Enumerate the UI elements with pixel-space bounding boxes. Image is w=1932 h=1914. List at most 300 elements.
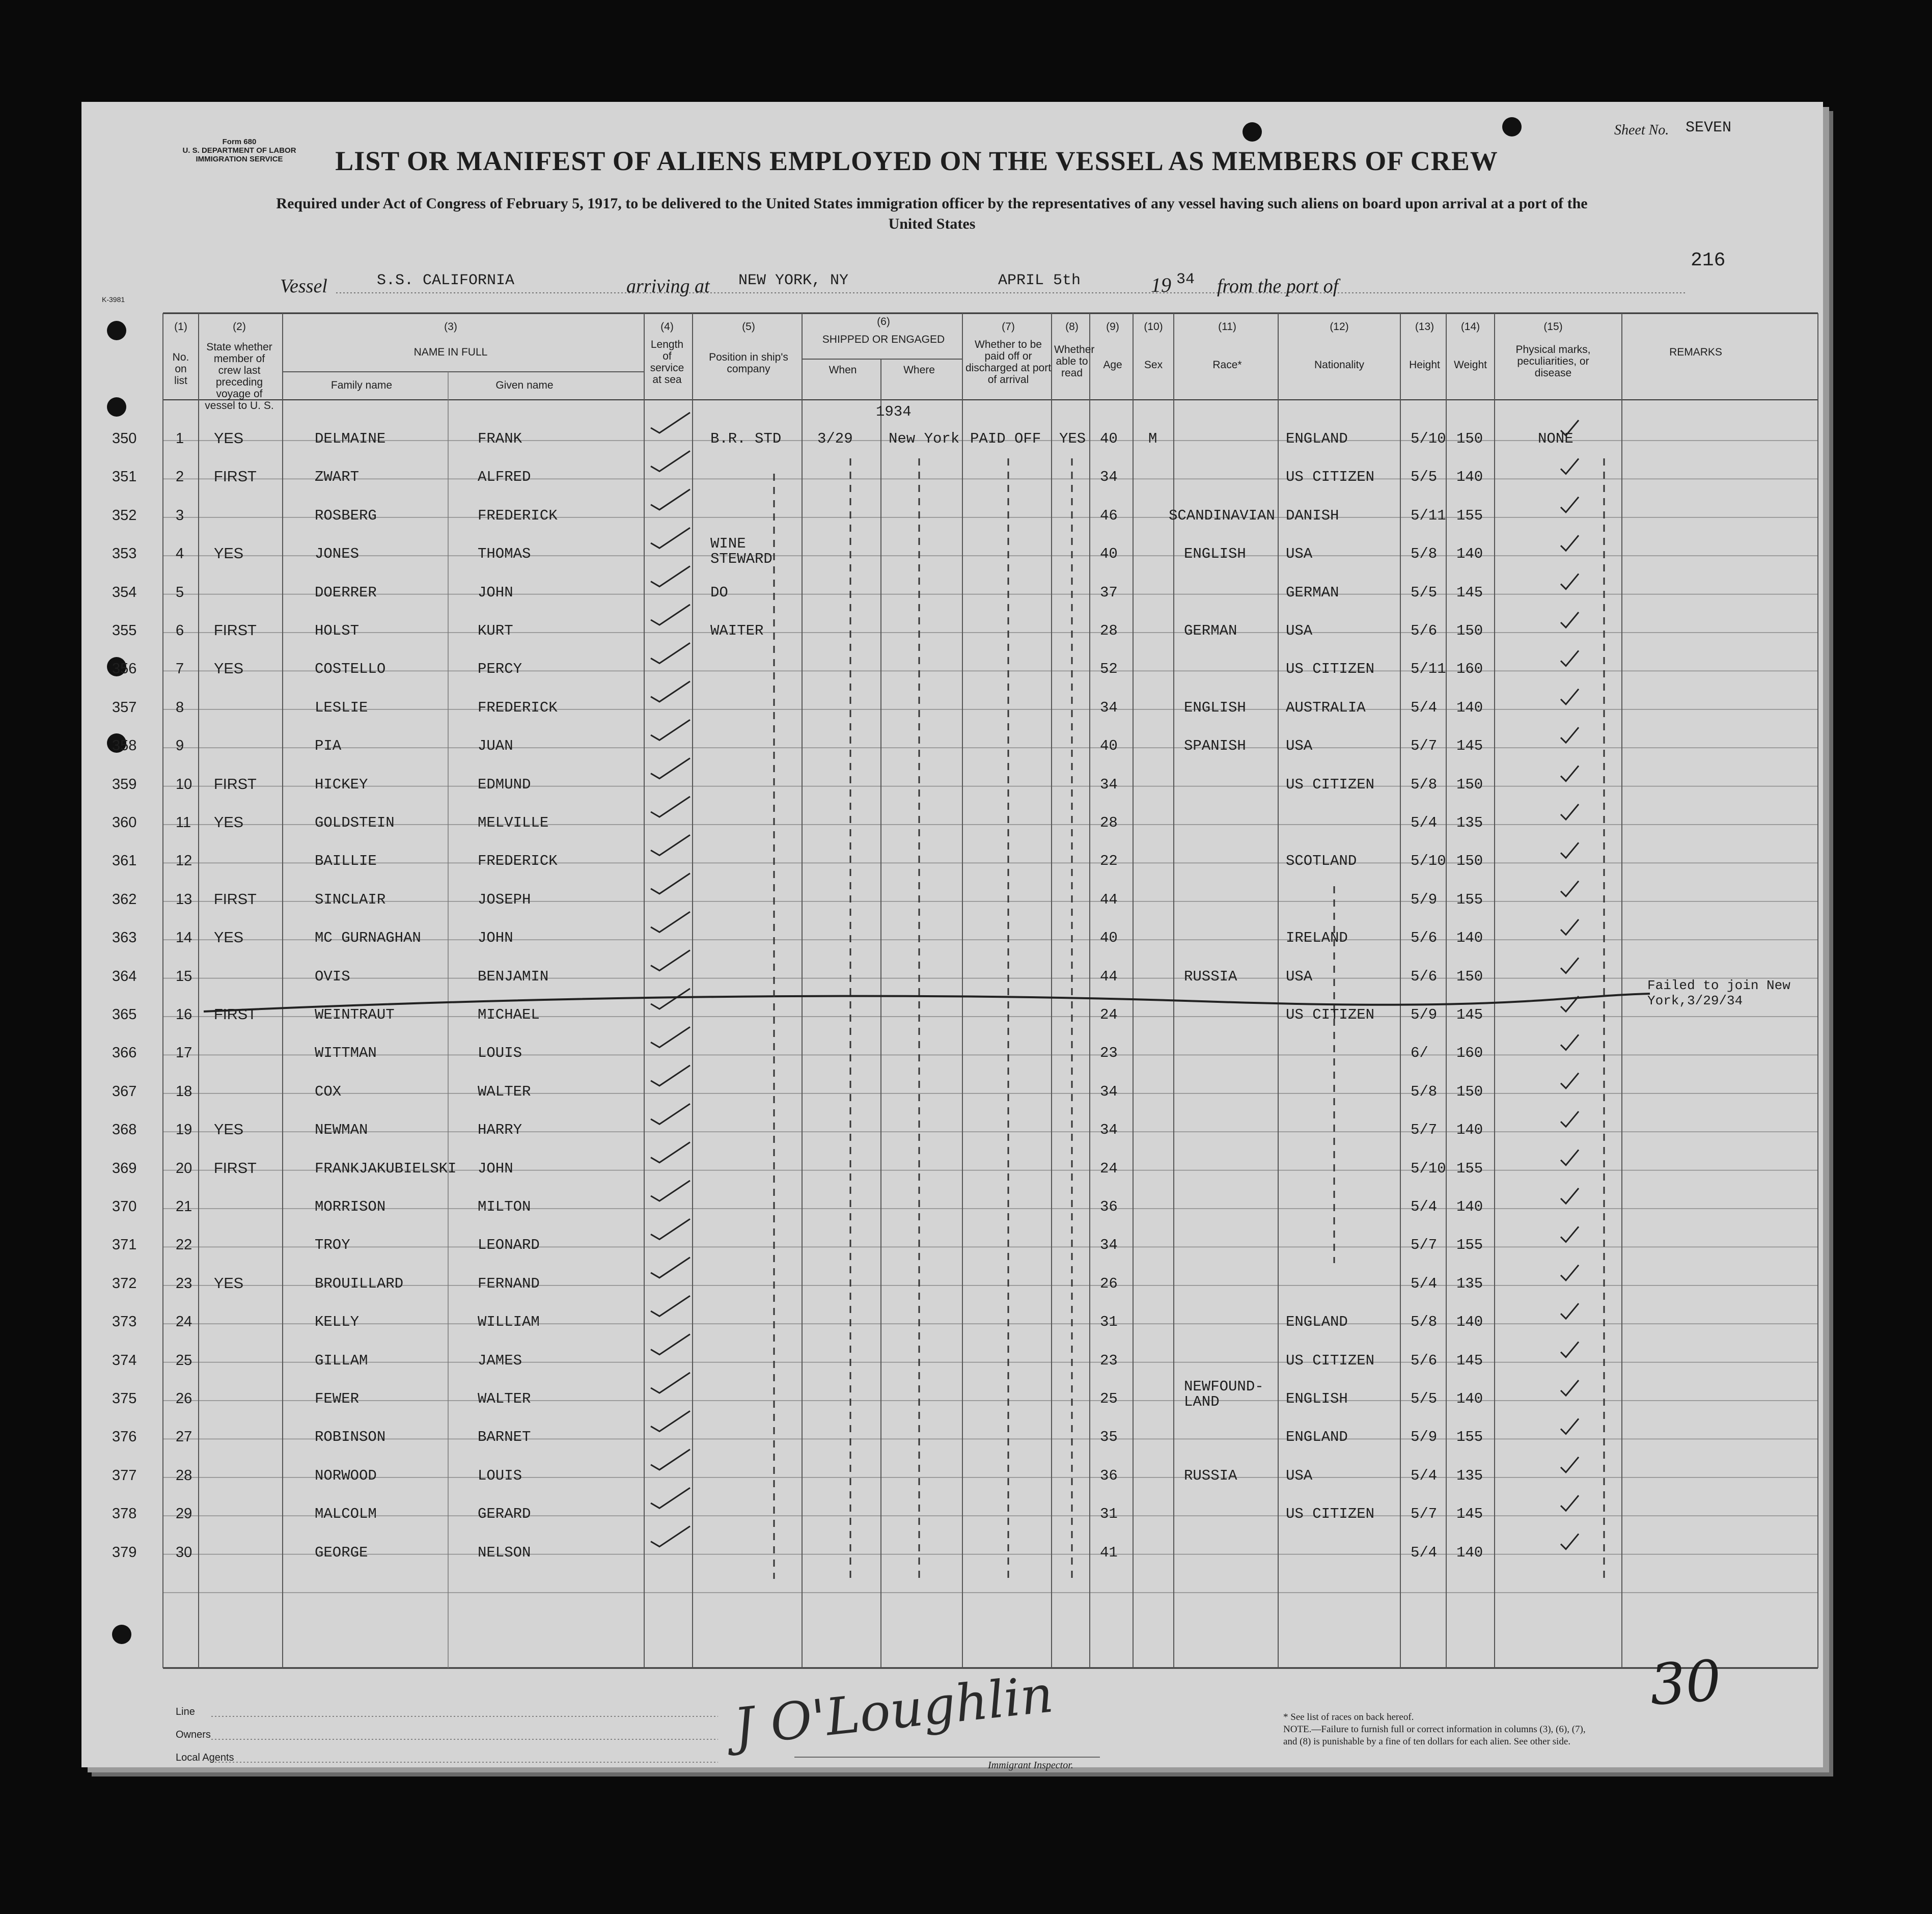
owners-label: Owners [176,1729,211,1740]
cell-family-name: BROUILLARD [315,1275,404,1292]
cell-family-name: PIA [315,737,342,755]
check-mark [651,1450,690,1470]
cell-height: 5/6 [1411,1352,1438,1369]
cell-height: 5/5 [1411,1390,1438,1407]
check-mark [1561,1111,1579,1127]
cell-given-name: LOUIS [478,1467,522,1484]
cell-age: 44 [1100,968,1118,985]
cell-age: 28 [1100,814,1118,831]
cell-list-number: 7 [176,661,184,677]
cell-list-number: 2 [176,469,184,485]
remarks-failed-to-join: Failed to join New York,3/29/34 [1647,978,1790,1008]
cell-seq-number: 373 [112,1314,137,1330]
cell-given-name: FREDERICK [478,699,558,716]
check-mark [1561,1265,1579,1280]
port-label: from the port of [1217,276,1339,297]
cell-weight: 150 [1456,853,1483,870]
page-number: 216 [1691,250,1726,271]
cell-family-name: JONES [315,545,360,563]
cell-age: 40 [1100,430,1118,447]
cell-race: ENGLISH [1184,545,1246,563]
cell-weight: 155 [1456,507,1483,524]
cell-list-number: 11 [176,814,191,831]
cell-age: 24 [1100,1006,1118,1023]
cell-height: 5/4 [1411,1467,1438,1484]
cell-list-number: 10 [176,776,192,792]
cell-list-number: 6 [176,622,184,639]
footnote-races: * See list of races on back hereof. [1283,1712,1414,1722]
col14-header: Weight [1454,359,1487,371]
cell-given-name: KURT [478,622,513,639]
local-agents-label: Local Agents [176,1752,234,1763]
cell-list-number: 8 [176,699,184,716]
check-mark [651,1411,690,1431]
cell-height: 5/4 [1411,1544,1438,1561]
check-mark [1561,881,1579,896]
cell-last-voyage: FIRST [214,1006,257,1023]
cell-seq-number: 366 [112,1045,137,1061]
cell-age: 22 [1100,853,1118,870]
cell-given-name: HARRY [478,1122,522,1139]
cell-list-number: 4 [176,545,184,562]
check-mark [651,950,690,971]
col15-header: Physical marks, peculiarities, or disease [1515,344,1591,379]
cell-weight: 145 [1456,584,1483,601]
cell-race: NEWFOUND-LAND [1184,1378,1264,1410]
cell-family-name: HOLST [315,622,360,639]
cell-race: RUSSIA [1184,1467,1237,1484]
cell-family-name: COSTELLO [315,661,386,678]
cell-height: 5/7 [1411,737,1438,755]
cell-height: 5/8 [1411,1083,1438,1100]
cell-age: 31 [1100,1506,1118,1523]
check-mark [651,989,690,1009]
handwritten-total: 30 [1647,1648,1724,1718]
arriving-port: NEW YORK, NY [738,272,849,289]
cell-height: 5/10 [1411,1160,1446,1177]
col6-when-header: When [829,364,857,376]
check-mark [1561,650,1579,666]
cell-age: 52 [1100,661,1118,678]
cell-family-name: BAILLIE [315,853,377,870]
cell-given-name: MICHAEL [478,1006,540,1023]
cell-family-name: LESLIE [315,699,368,716]
check-mark [1561,574,1579,589]
check-mark [651,835,690,855]
cell-weight: 140 [1456,1314,1483,1331]
cell-given-name: WALTER [478,1390,531,1407]
cell-position: B.R. STD [710,430,782,447]
cell-given-name: FREDERICK [478,853,558,870]
cell-age: 34 [1100,1122,1118,1139]
col9-number: (9) [1106,321,1119,333]
cell-height: 5/9 [1411,1429,1438,1446]
page-subtitle: Required under Act of Congress of February 5, 1917, to be delivered to the United States immigration officer by the representatives of any vessel having such aliens on board upon arrival at a port of the United States [276,195,1588,232]
cell-weight: 140 [1456,545,1483,563]
col10-header: Sex [1144,359,1163,371]
cell-nationality: USA [1286,545,1313,563]
cell-age: 34 [1100,1237,1118,1254]
cell-weight: 150 [1456,622,1483,639]
cell-given-name: JOHN [478,584,513,601]
col3-family-header: Family name [330,379,393,391]
form-number: Form 680 [222,138,257,146]
col4-header: Length of service at sea [650,339,684,386]
col11-number: (11) [1218,321,1236,333]
check-mark [651,1065,690,1086]
cell-nationality: DANISH [1286,507,1339,524]
cell-race: GERMAN [1184,622,1237,639]
cell-nationality: US CITIZEN [1286,1006,1375,1023]
col15-number: (15) [1543,321,1563,333]
cell-seq-number: 357 [112,699,137,716]
cell-height: 5/6 [1411,929,1438,947]
cell-age: 40 [1100,929,1118,947]
cell-seq-number: 375 [112,1390,137,1407]
cell-given-name: GERARD [478,1506,531,1523]
cell-list-number: 24 [176,1314,192,1330]
check-mark [1561,958,1579,973]
cell-nationality: ENGLAND [1286,430,1348,447]
cell-weight: 150 [1456,776,1483,793]
check-mark [651,1526,690,1547]
check-mark [1561,919,1579,935]
cell-family-name: TROY [315,1237,350,1254]
check-mark [1561,535,1579,551]
cell-given-name: LOUIS [478,1045,522,1062]
check-mark [651,643,690,663]
manifest-sheet [81,102,1823,1771]
cell-height: 5/10 [1411,430,1446,447]
col2-number: (2) [233,321,246,333]
cell-given-name: LEONARD [478,1237,540,1254]
col5-header: Position in ship's company [709,351,788,375]
cell-seq-number: 361 [112,853,137,869]
check-mark [651,1257,690,1278]
check-mark [651,1334,690,1355]
cell-weight: 140 [1456,699,1483,716]
check-mark [651,605,690,625]
cell-age: 34 [1100,469,1118,486]
cell-seq-number: 355 [112,622,137,639]
cell-age: 44 [1100,891,1118,908]
cell-weight: 140 [1456,469,1483,486]
service: IMMIGRATION SERVICE [196,155,283,163]
check-mark [651,720,690,740]
cell-height: 5/7 [1411,1122,1438,1139]
cell-given-name: BARNET [478,1429,531,1446]
cell-weight: 135 [1456,1467,1483,1484]
check-mark [651,1027,690,1047]
cell-seq-number: 368 [112,1122,137,1138]
cell-race: SCANDINAVIAN [1169,507,1275,524]
cell-nationality: USA [1286,737,1313,755]
check-mark [651,1181,690,1201]
cell-last-voyage: FIRST [214,1160,257,1177]
cell-age: 36 [1100,1467,1118,1484]
cell-nationality: USA [1286,1467,1313,1484]
cell-height: 5/8 [1411,776,1438,793]
cell-nationality: USA [1286,622,1313,639]
cell-age: 28 [1100,622,1118,639]
cell-list-number: 23 [176,1275,192,1292]
check-mark [1561,1034,1579,1050]
cell-seq-number: 358 [112,737,137,754]
cell-given-name: JUAN [478,737,513,755]
cell-family-name: OVIS [315,968,350,985]
col2-header: State whether member of crew last preceding voyage of vessel to U. S. [205,341,274,412]
cell-nationality: USA [1286,968,1313,985]
col6-where-header: Where [903,364,935,376]
cell-list-number: 18 [176,1083,192,1100]
check-mark [1561,1380,1579,1396]
cell-seq-number: 360 [112,814,137,831]
cell-seq-number: 372 [112,1275,137,1292]
col10-number: (10) [1144,321,1163,333]
punch-hole [107,321,126,340]
cell-family-name: FRANKJAKUBIELSKI [315,1160,457,1177]
cell-weight: 155 [1456,1160,1483,1177]
col6-header: SHIPPED OR ENGAGED [822,334,945,345]
cell-weight: 150 [1456,968,1483,985]
cell-seq-number: 377 [112,1467,137,1484]
check-mark [651,1296,690,1316]
check-mark [1561,689,1579,704]
form-code: K-3981 [102,295,125,304]
col13-number: (13) [1415,321,1434,333]
cell-height: 5/11 [1411,507,1446,524]
cell-height: 5/7 [1411,1506,1438,1523]
cell-weight: 160 [1456,661,1483,678]
check-mark [1561,804,1579,819]
cell-given-name: BENJAMIN [478,968,549,985]
cell-given-name: WILLIAM [478,1314,540,1331]
cell-given-name: JOHN [478,1160,513,1177]
cell-last-voyage: YES [214,430,244,447]
cell-age: 35 [1100,1429,1118,1446]
vessel-label: Vessel [280,276,327,297]
cell-height: 5/4 [1411,1198,1438,1215]
cell-given-name: FERNAND [478,1275,540,1292]
cell-position: WAITER [710,622,764,639]
cell-family-name: MORRISON [315,1198,386,1215]
cell-weight: 150 [1456,1083,1483,1100]
arriving-label: arriving at [626,276,710,297]
cell-last-voyage: YES [214,929,244,946]
check-mark [651,797,690,817]
cell-given-name: WALTER [478,1083,531,1100]
cell-height: 5/8 [1411,545,1438,563]
cell-given-name: MELVILLE [478,814,549,831]
cell-age: 23 [1100,1352,1118,1369]
cell-position: DO [710,584,728,601]
cell-height: 5/5 [1411,584,1438,601]
check-mark [651,566,690,587]
check-mark [1561,1188,1579,1204]
cell-given-name: PERCY [478,661,522,678]
cell-seq-number: 353 [112,545,137,562]
cell-last-voyage: FIRST [214,776,257,792]
cell-height: 5/4 [1411,1275,1438,1292]
cell-seq-number: 352 [112,507,137,524]
cell-age: 25 [1100,1390,1118,1407]
check-mark [1561,458,1579,474]
cell-list-number: 26 [176,1390,192,1407]
check-mark [1561,1150,1579,1165]
cell-height: 5/9 [1411,891,1438,908]
cell-list-number: 9 [176,737,184,754]
cell-seq-number: 351 [112,469,137,485]
col14-number: (14) [1460,321,1480,333]
check-mark [1561,727,1579,743]
cell-seq-number: 363 [112,929,137,946]
col1-header: No. on list [172,351,189,387]
cell-physical-marks: NONE [1538,430,1574,447]
col9-header: Age [1103,359,1122,371]
cell-nationality: GERMAN [1286,584,1339,601]
cell-weight: 150 [1456,430,1483,447]
col7-header: Whether to be paid off or discharged at port of arrival [965,339,1052,386]
cell-weight: 145 [1456,737,1483,755]
cell-weight: 145 [1456,1006,1483,1023]
cell-weight: 160 [1456,1045,1483,1062]
cell-seq-number: 370 [112,1198,137,1215]
cell-age: 36 [1100,1198,1118,1215]
cell-seq-number: 362 [112,891,137,908]
cell-list-number: 16 [176,1006,192,1023]
cell-height: 5/8 [1411,1314,1438,1331]
cell-list-number: 25 [176,1352,192,1369]
inspector-signature: J O'Loughlin [731,1664,1056,1757]
cell-age: 34 [1100,776,1118,793]
sheet-label: Sheet No. [1614,122,1669,138]
cell-family-name: ROBINSON [315,1429,386,1446]
cell-family-name: HICKEY [315,776,368,793]
cell-family-name: NORWOOD [315,1467,377,1484]
footnote-block [1283,1711,1589,1748]
cell-list-number: 21 [176,1198,192,1215]
cell-seq-number: 374 [112,1352,137,1369]
col3-number: (3) [444,321,457,333]
cell-list-number: 13 [176,891,192,908]
cell-given-name: FREDERICK [478,507,558,524]
cell-last-voyage: FIRST [214,891,257,908]
cell-family-name: COX [315,1083,342,1100]
cell-given-name: JAMES [478,1352,522,1369]
cell-weight: 155 [1456,1237,1483,1254]
cell-height: 5/10 [1411,853,1446,870]
cell-nationality: SCOTLAND [1286,853,1357,870]
cell-age: 26 [1100,1275,1118,1292]
cell-height: 5/9 [1411,1006,1438,1023]
cell-list-number: 30 [176,1544,192,1561]
check-mark [651,758,690,779]
cell-last-voyage: YES [214,1122,244,1138]
cell-sex: M [1148,430,1157,447]
cell-nationality: US CITIZEN [1286,1506,1375,1523]
cell-nationality: AUSTRALIA [1286,699,1366,716]
cell-height: 5/4 [1411,814,1438,831]
cell-height: 5/5 [1411,469,1438,486]
cell-list-number: 29 [176,1506,192,1522]
cell-nationality: ENGLAND [1286,1429,1348,1446]
sheet-number: SEVEN [1686,119,1732,136]
col12-number: (12) [1330,321,1349,333]
cell-seq-number: 378 [112,1506,137,1522]
cell-weight: 140 [1456,1390,1483,1407]
check-mark [1561,497,1579,512]
col13-header: Height [1409,359,1440,371]
cell-given-name: THOMAS [478,545,531,563]
cell-nationality: US CITIZEN [1286,776,1375,793]
check-mark [651,681,690,702]
check-mark [651,1104,690,1124]
cell-age: 24 [1100,1160,1118,1177]
cell-nationality: US CITIZEN [1286,1352,1375,1369]
cell-age: 34 [1100,699,1118,716]
cell-height: 5/7 [1411,1237,1438,1254]
check-mark [1561,1303,1579,1319]
check-mark [651,912,690,932]
cell-list-number: 19 [176,1122,192,1138]
cell-last-voyage: YES [214,545,244,562]
cell-shipped-when: 3/29 [817,430,853,447]
cell-age: 40 [1100,737,1118,755]
col8-header: Whether able to read [1054,344,1095,379]
punch-hole [1243,122,1262,142]
cell-list-number: 3 [176,507,184,524]
cell-given-name: MILTON [478,1198,531,1215]
year-note: 1934 [876,403,912,420]
cell-given-name: ALFRED [478,469,531,486]
check-mark [1561,1534,1579,1549]
cell-family-name: NEWMAN [315,1122,368,1139]
punch-hole [107,397,126,417]
col8-number: (8) [1065,321,1079,333]
cell-list-number: 5 [176,584,184,600]
cell-age: 40 [1100,545,1118,563]
cell-given-name: JOSEPH [478,891,531,908]
cell-given-name: JOHN [478,929,513,947]
cell-seq-number: 379 [112,1544,137,1561]
col5-number: (5) [742,321,755,333]
cell-seq-number: 350 [112,430,137,447]
check-mark [651,413,690,433]
check-mark [651,1142,690,1163]
cell-age: 41 [1100,1544,1118,1561]
cell-nationality: IRELAND [1286,929,1348,947]
cell-age: 23 [1100,1045,1118,1062]
cell-age: 31 [1100,1314,1118,1331]
cell-last-voyage: YES [214,661,244,677]
cell-seq-number: 356 [112,661,137,677]
cell-list-number: 14 [176,929,192,946]
cell-given-name: NELSON [478,1544,531,1561]
line-label: Line [176,1706,195,1717]
remarks-header: REMARKS [1669,346,1722,358]
cell-race: RUSSIA [1184,968,1237,985]
cell-family-name: MC GURNAGHAN [315,929,421,947]
year-suffix: 34 [1176,271,1195,288]
cell-nationality: ENGLISH [1286,1390,1348,1407]
cell-weight: 140 [1456,1122,1483,1139]
cell-weight: 140 [1456,929,1483,947]
cell-seq-number: 376 [112,1429,137,1445]
cell-weight: 140 [1456,1198,1483,1215]
cell-list-number: 17 [176,1045,192,1061]
cell-family-name: DELMAINE [315,430,386,447]
cell-nationality: US CITIZEN [1286,661,1375,678]
